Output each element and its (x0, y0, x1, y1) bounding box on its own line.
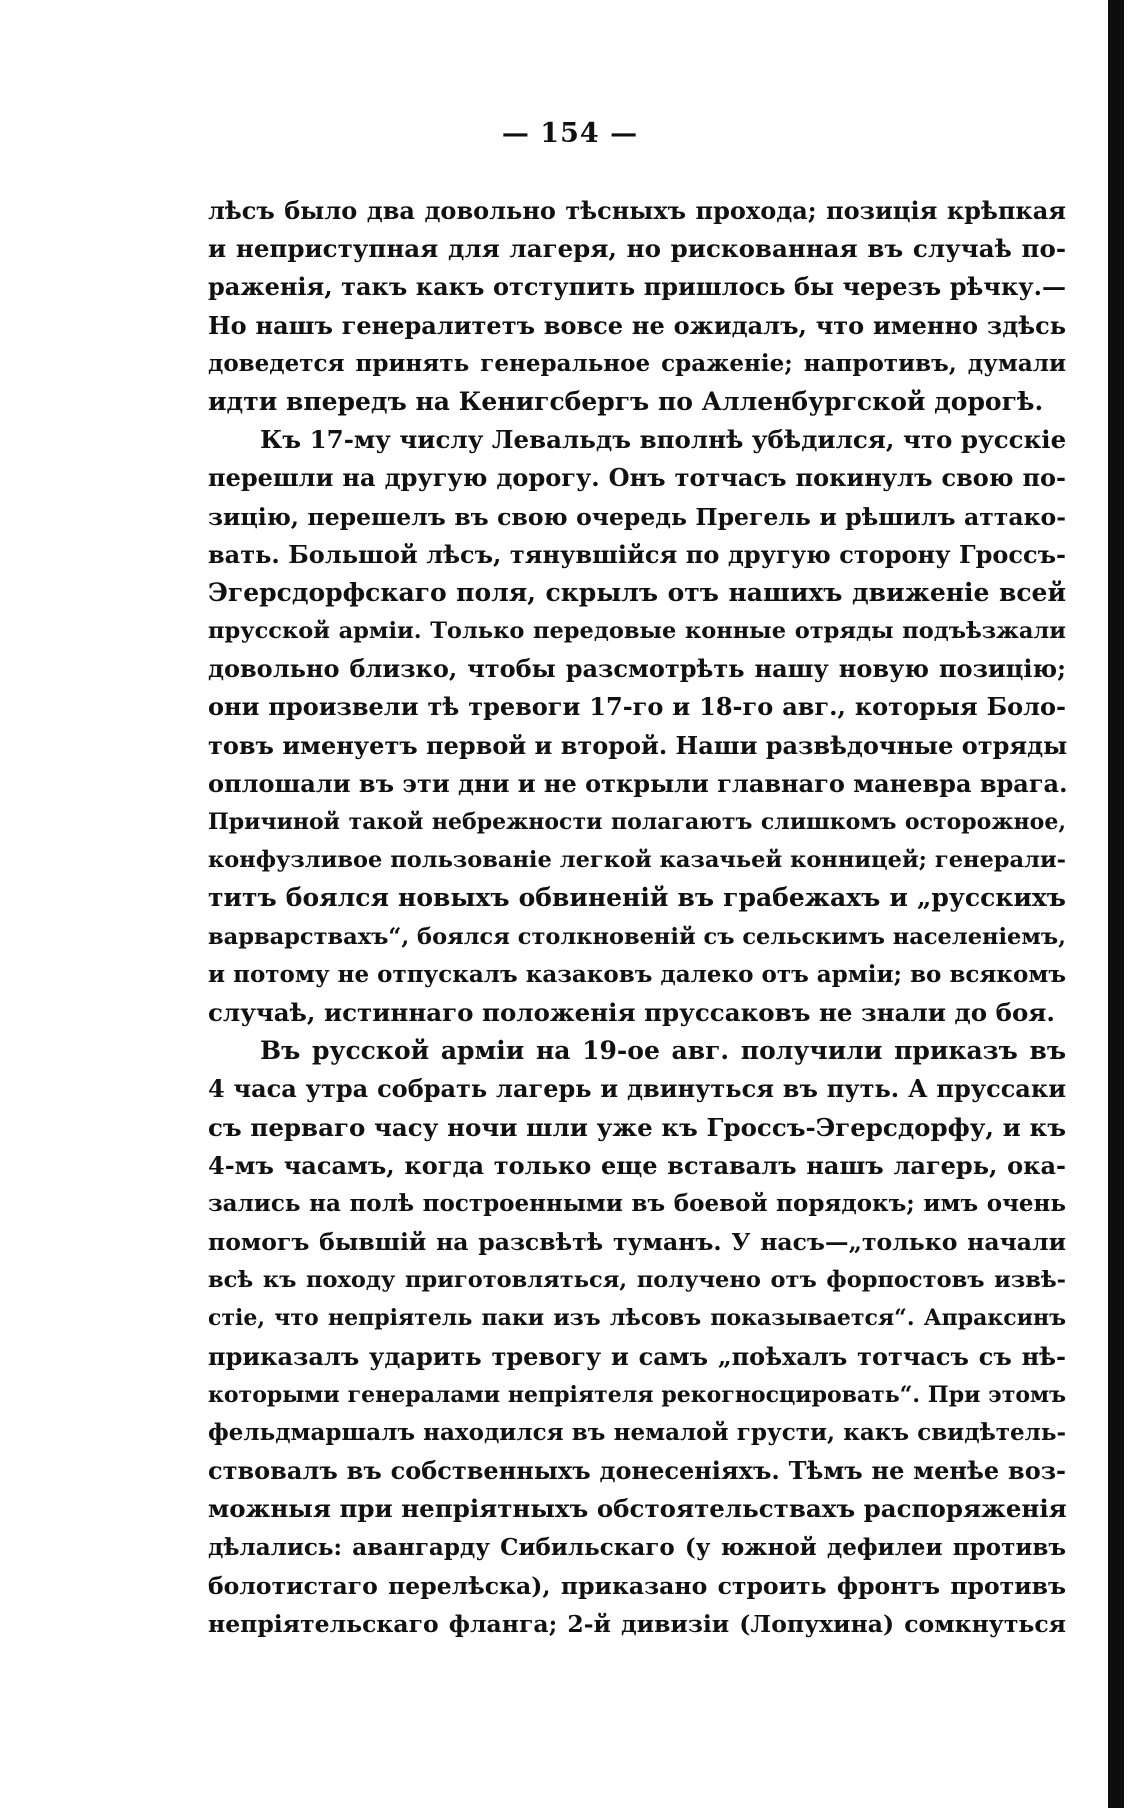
page-number: — 154 — (501, 118, 639, 149)
text-line: дѣлались: авангарду Сибильскаго (у южной дефилеи противъ (208, 1533, 1066, 1561)
text-line: можныя при непріятныхъ обстоятельствахъ распоряженія (208, 1494, 1067, 1524)
text-line: товъ именуетъ первой и второй. Наши развѣдочные отряды (208, 730, 1068, 760)
body-text (208, 192, 1066, 1643)
text-line: ствовалъ въ собственныхъ донесеніяхъ. Тѣмъ не менѣе воз- (208, 1456, 1066, 1486)
text-line: Но нашъ генералитетъ вовсе не ожидалъ, что именно здѣсь (208, 310, 1066, 340)
text-line: случаѣ, истиннаго положенія пруссаковъ не знали до боя. (208, 997, 1055, 1027)
text-line: оплошали въ эти дни и не открыли главнаго маневра врага. (208, 768, 1068, 798)
text-line: зались на полѣ построенными въ боевой порядокъ; имъ очень (208, 1189, 1066, 1217)
text-line: доведется принять генеральное сраженіе; напротивъ, думали (208, 349, 1066, 377)
text-line: зицію, перешелъ въ свою очередь Прегель и рѣшилъ аттако- (208, 502, 1066, 531)
text-line: всѣ къ походу приготовляться, получено отъ форпостовъ извѣ- (208, 1267, 1066, 1294)
page-edge-shadow (1108, 0, 1124, 1808)
text-line: Причиной такой небрежности полагаютъ слишкомъ осторожное, (208, 809, 1066, 835)
text-line: 4 часа утра собрать лагерь и двинуться въ путь. А пруссаки (208, 1074, 1066, 1104)
text-line: болотистаго перелѣска), приказано строить фронтъ противъ (208, 1571, 1066, 1600)
text-line: варварствахъ“, боялся столкновеній съ сельскимъ населеніемъ, (208, 923, 1066, 950)
text-line: и неприступная для лагеря, но рискованная въ случаѣ по- (208, 234, 1066, 264)
text-line: они произвели тѣ тревоги 17-го и 18-го авг., которыя Боло- (208, 692, 1066, 722)
text-line: и потому не отпускалъ казаковъ далеко отъ арміи; во всякомъ (208, 960, 1066, 988)
text-line: прусской арміи. Только передовые конные отряды подъѣзжали (208, 618, 1066, 645)
text-line: помогъ бывшій на разсвѣтѣ туманъ. У насъ—„только начали (208, 1228, 1066, 1257)
text-line: 4-мъ часамъ, когда только еще вставалъ нашъ лагерь, ока- (208, 1150, 1066, 1180)
text-line: приказалъ ударить тревогу и самъ „поѣхалъ тотчасъ съ нѣ- (208, 1341, 1066, 1371)
paragraph-first-line: Къ 17-му числу Левальдъ вполнѣ убѣдился, что русскіе (260, 425, 1067, 455)
text-line: стіе, что непріятель паки изъ лѣсовъ показывается“. Апраксинъ (208, 1305, 1066, 1332)
text-line: титъ боялся новыхъ обвиненій въ грабежахъ и „русскихъ (208, 883, 1066, 913)
text-line: лѣсъ было два довольно тѣсныхъ прохода; позиція крѣпкая (208, 196, 1066, 225)
paragraph-first-line: Въ русской арміи на 19-ое авг. получили приказъ въ (260, 1036, 1066, 1066)
text-line: идти впередъ на Кенигсбергъ по Алленбургской дорогѣ. (208, 386, 1044, 416)
text-line: конфузливое пользованіе легкой казачьей конницей; генерали- (208, 847, 1066, 874)
text-line: которыми генералами непріятеля рекогносцировать“. При этомъ (208, 1381, 1066, 1408)
text-line: фельдмаршалъ находился въ немалой грусти, какъ свидѣтель- (208, 1419, 1066, 1446)
text-line: съ перваго часу ночи шли уже къ Гроссъ-Эгерсдорфу, и къ (208, 1112, 1066, 1142)
text-line: раженія, такъ какъ отступить пришлось бы черезъ рѣчку.— (208, 272, 1066, 302)
text-line: перешли на другую дорогу. Онъ тотчасъ покинулъ свою по- (208, 463, 1066, 493)
text-line: непріятельскаго фланга; 2-й дивизіи (Лопухина) сомкнуться (208, 1609, 1066, 1638)
text-line: вать. Большой лѣсъ, тянувшійся по другую сторону Гроссъ- (208, 539, 1066, 569)
text-line: довольно близко, чтобы разсмотрѣть нашу новую позицію; (208, 654, 1066, 684)
text-line: Эгерсдорфскаго поля, скрылъ отъ нашихъ движеніе всей (208, 577, 1066, 607)
